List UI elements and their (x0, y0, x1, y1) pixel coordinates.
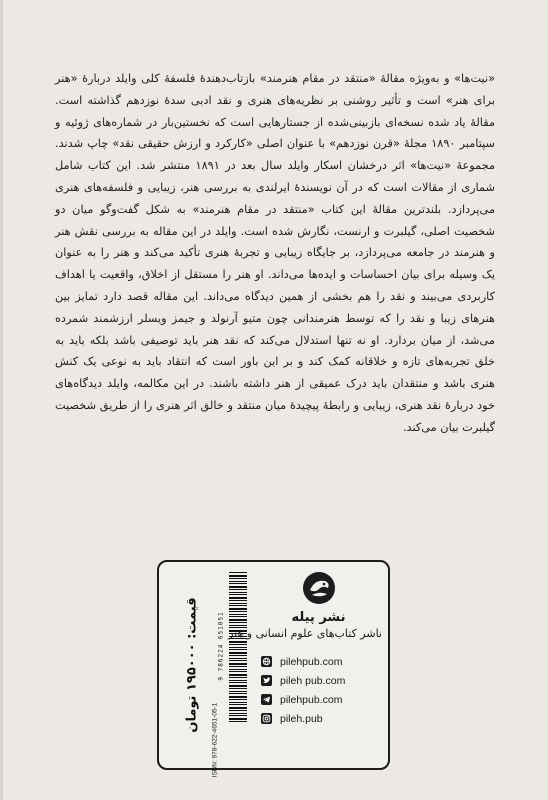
publisher-name: نشر پیله (291, 610, 346, 625)
publisher-links (255, 652, 382, 728)
price-column (171, 568, 213, 762)
barcode (229, 572, 247, 722)
link-instagram (261, 709, 382, 728)
publisher-block (228, 570, 382, 728)
link-text: pileh pub.com (280, 674, 346, 687)
link-text: pileh.pub (280, 712, 323, 725)
price-label: قیمت: ۱۹۵۰۰۰ تومان (184, 597, 200, 733)
link-telegram (261, 690, 382, 709)
publisher-tagline: ناشر کتاب‌های علوم انسانی و هنر (228, 627, 382, 640)
link-website (261, 652, 382, 671)
twitter-icon (261, 675, 272, 686)
page-edge (0, 0, 3, 800)
blurb-paragraph: «نیت‌ها» و به‌ویژه مقالهٔ «منتقد در مقام هنرمند» بازتاب‌دهندهٔ فلسفهٔ کلی وایلد دربارهٔ «هنر برای هنر» است و تأثیر روشنی بر نظریه‌های هنری و نقد ادبی سدهٔ نوزدهم گذاشته است. مقالهٔ یاد شده نسخه‌ای بازبینی‌شده از جستارهایی است که نخستین‌بار در شماره‌های ژوئیه و سپتامبر ۱۸۹۰ مجلهٔ «قرن نوزدهم» با عنوان اصلی «کارکرد و ارزش حقیقی نقد» چاپ شدند. مجموعهٔ «نیت‌ها» اثر درخشان اسکار وایلد سال بعد در ۱۸۹۱ منتشر شد. این کتاب شامل شماری از مقالات است که در آن نویسندهٔ ایرلندی به بررسی هنر، زیبایی و فلسفه‌های هنری می‌پردازد. بلندترین مقالهٔ این کتاب «منتقد در مقام هنرمند» به شکل گفت‌وگو میان دو شخصیت اصلی، گیلبرت و ارنست، نگارش شده است. وایلد در این مقاله به بررسی نقش هنر و هنرمند در جامعه می‌پردازد، بر جایگاه زیبایی و تجربهٔ هنری تأکید می‌کند و هنر را به عنوان یک وسیله برای بیان احساسات و ایده‌ها می‌داند. او هنر را مستقل از اخلاق، واقعیت یا اهداف کاربردی می‌بیند و نقد را هم بخشی از همین دیدگاه می‌داند. این مقاله قصد دارد تمایز بین هنرهای زیبا و نقد را که توسط هنرمندانی چون متیو آرنولد و جیمز ویسلر ارزشمند شمرده می‌شد، از میان بردارد. او نه تنها استدلال می‌کند که نقد هنر باید توصیفی باشد بلکه باید به خلق تجربه‌های تازه و خلاقانه کمک کند و بر این باور است که انتقاد باید به نوعی یک کنش هنری باشد و منتقدان باید درک عمیقی از هنر داشته باشند. در این مکالمه، وایلد دیدگاه‌های خود دربارهٔ نقد هنری، زیبایی و رابطهٔ پیچیدهٔ میان منتقد و خالق اثر هنری را از طریق شخصیت گیلبرت بیان می‌کند. (55, 72, 496, 434)
link-text: pilehpub.com (280, 655, 343, 668)
link-twitter (261, 671, 382, 690)
isbn-label: ISBN: 978-622-4651-05-1 (211, 702, 219, 778)
barcode-column (211, 570, 249, 778)
link-text: pilehpub.com (280, 693, 343, 706)
barcode-digits: 9 786224 651051 (217, 611, 225, 681)
instagram-icon (261, 713, 272, 724)
publisher-logo-icon (301, 570, 337, 606)
publisher-info-box (157, 560, 390, 778)
back-cover-blurb (55, 68, 495, 439)
globe-icon (261, 656, 272, 667)
telegram-icon (261, 694, 272, 705)
